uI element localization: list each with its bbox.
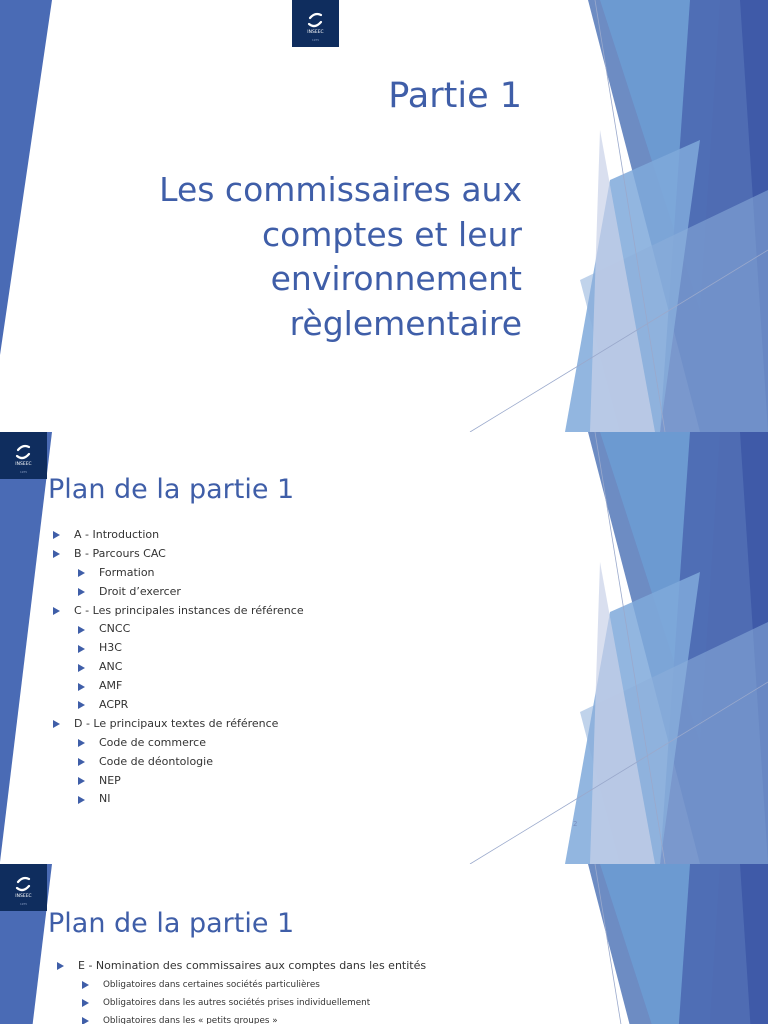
plan-subitem bbox=[57, 994, 426, 1012]
plan-item-text: Code de commerce bbox=[99, 735, 206, 749]
logo-name-text: INSEEC bbox=[15, 894, 32, 899]
logo-name-text: INSEEC bbox=[307, 30, 324, 35]
plan-item-text: D - Le principaux textes de référence bbox=[74, 716, 279, 730]
plan-item-text: Obligatoires dans les « petits groupes » bbox=[103, 1016, 278, 1024]
bullet-arrow-icon bbox=[53, 607, 60, 615]
plan-item-text: Droit d’exercer bbox=[99, 584, 181, 598]
plan-item-text: AMF bbox=[99, 679, 123, 693]
page-number: 2 bbox=[573, 820, 578, 828]
bullet-arrow-icon bbox=[78, 664, 85, 672]
bullet-arrow-icon bbox=[57, 962, 64, 970]
plan-item-text: E - Nomination des commissaires aux comptes dans les entités bbox=[78, 959, 427, 972]
plan-item-text: NI bbox=[99, 792, 111, 806]
plan-item-text: CNCC bbox=[99, 622, 131, 636]
bullet-arrow-icon bbox=[78, 645, 85, 653]
bullet-arrow-icon bbox=[78, 588, 85, 596]
inseec-swoosh-icon bbox=[292, 0, 339, 47]
plan-title: Plan de la partie 1 bbox=[48, 474, 295, 505]
plan-item-text: ACPR bbox=[99, 698, 129, 712]
inseec-logo bbox=[0, 864, 47, 911]
plan-subitem bbox=[57, 976, 426, 994]
plan-title: Plan de la partie 1 bbox=[48, 908, 295, 939]
bullet-arrow-icon bbox=[53, 531, 60, 539]
plan-list bbox=[53, 526, 304, 809]
plan-item-text: C - Les principales instances de référence bbox=[74, 603, 304, 617]
slide-3 bbox=[0, 864, 768, 1024]
plan-item bbox=[53, 545, 304, 564]
bullet-arrow-icon bbox=[82, 999, 89, 1007]
logo-year-text: 1975 bbox=[311, 38, 320, 42]
logo-year-text: 1975 bbox=[19, 902, 28, 906]
plan-item-text: Code de déontologie bbox=[99, 754, 213, 768]
bullet-arrow-icon bbox=[53, 550, 60, 558]
inseec-swoosh-icon bbox=[0, 432, 47, 479]
plan-subitem bbox=[53, 677, 304, 696]
plan-item bbox=[53, 715, 304, 734]
inseec-swoosh-icon bbox=[0, 864, 47, 911]
inseec-logo bbox=[0, 432, 47, 479]
plan-item-text: B - Parcours CAC bbox=[74, 546, 166, 560]
plan-subitem bbox=[53, 772, 304, 791]
bullet-arrow-icon bbox=[78, 796, 85, 804]
plan-item bbox=[53, 602, 304, 621]
part-subtitle bbox=[102, 168, 522, 346]
bullet-arrow-icon bbox=[78, 701, 85, 709]
plan-subitem bbox=[53, 564, 304, 583]
bullet-arrow-icon bbox=[78, 683, 85, 691]
plan-item bbox=[57, 956, 426, 976]
bullet-arrow-icon bbox=[82, 1017, 89, 1024]
plan-subitem bbox=[53, 790, 304, 809]
plan-item-text: NEP bbox=[99, 773, 121, 787]
slide-2 bbox=[0, 432, 768, 864]
bullet-arrow-icon bbox=[78, 758, 85, 766]
plan-subitem bbox=[53, 658, 304, 677]
subtitle-line-3: environnement bbox=[270, 259, 522, 298]
plan-subitem bbox=[53, 696, 304, 715]
slide-1 bbox=[0, 0, 768, 432]
plan-item-text: A - Introduction bbox=[74, 528, 160, 541]
bullet-arrow-icon bbox=[78, 626, 85, 634]
subtitle-line-2: comptes et leur bbox=[261, 214, 522, 254]
plan-subitem bbox=[53, 583, 304, 602]
logo-name-text: INSEEC bbox=[15, 462, 32, 467]
plan-item bbox=[53, 526, 304, 545]
part-title: Partie 1 bbox=[388, 76, 522, 116]
plan-subitem bbox=[53, 639, 304, 658]
inseec-logo bbox=[292, 0, 339, 47]
bullet-arrow-icon bbox=[78, 739, 85, 747]
plan-item-text: H3C bbox=[99, 641, 122, 655]
bullet-arrow-icon bbox=[82, 981, 89, 989]
plan-subitem bbox=[53, 734, 304, 753]
plan-item-text: Formation bbox=[99, 565, 155, 579]
bullet-arrow-icon bbox=[78, 569, 85, 577]
subtitle-line-1: Les commissaires aux bbox=[159, 170, 522, 209]
bullet-arrow-icon bbox=[53, 720, 60, 728]
plan-item-text: Obligatoires dans les autres sociétés prises individuellement bbox=[103, 998, 371, 1008]
plan-item-text: ANC bbox=[99, 660, 123, 674]
plan-subitem bbox=[53, 753, 304, 772]
plan-list bbox=[57, 956, 426, 1024]
bullet-arrow-icon bbox=[78, 777, 85, 785]
plan-item-text: Obligatoires dans certaines sociétés particulières bbox=[103, 980, 320, 990]
plan-subitem bbox=[57, 1012, 426, 1024]
plan-subitem bbox=[53, 620, 304, 639]
logo-year-text: 1975 bbox=[19, 470, 28, 474]
subtitle-line-4: règlementaire bbox=[289, 303, 522, 343]
